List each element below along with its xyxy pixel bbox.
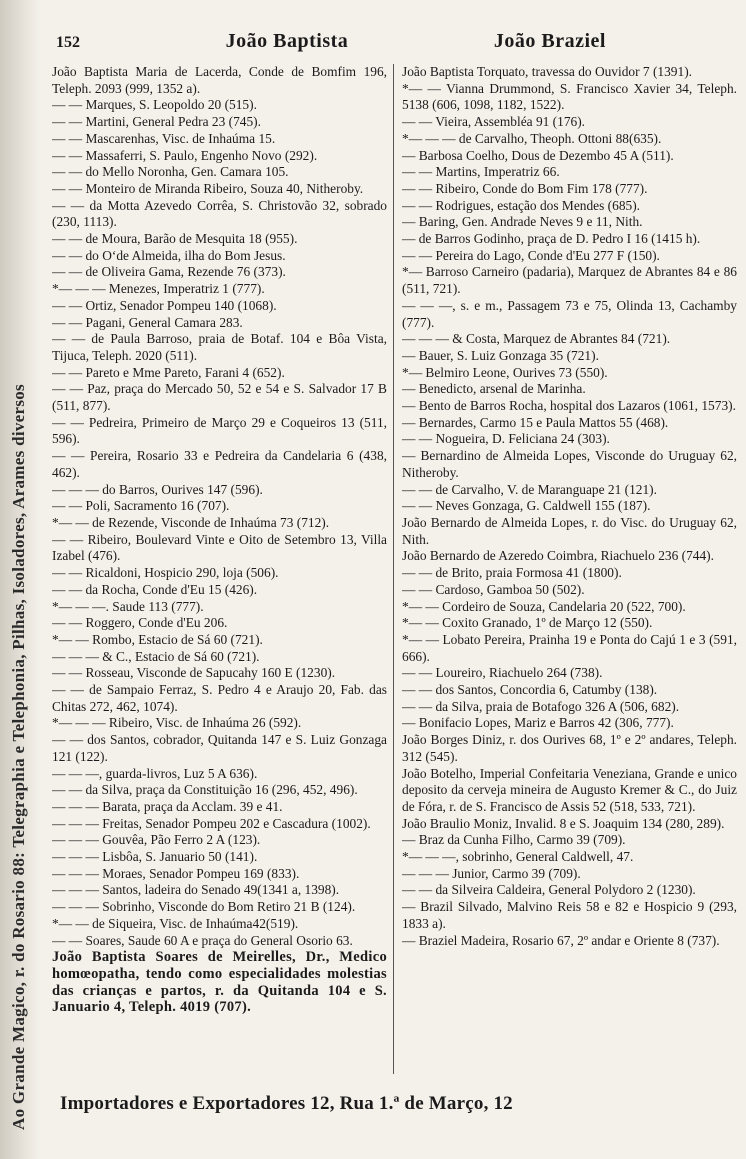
- directory-entry: — — — Sobrinho, Visconde do Bom Retiro 21 B (124).: [52, 899, 356, 915]
- directory-entry: — — Massaferri, S. Paulo, Engenho Novo (292).: [52, 147, 318, 163]
- directory-entry: *— — Vianna Drummond, S. Francisco Xavier 34, Teleph. 5138 (606, 1098, 1182, 1522).: [402, 80, 737, 113]
- directory-entry: — — da Silva, praça da Constituição 16 (296, 452, 496).: [52, 782, 358, 798]
- left-column: [52, 64, 394, 1074]
- directory-entry: — Braz da Cunha Filho, Carmo 39 (709).: [402, 832, 626, 848]
- directory-entry: — — Cardoso, Gamboa 50 (502).: [402, 581, 585, 597]
- directory-columns: [52, 64, 738, 1074]
- directory-entry: *— — — Menezes, Imperatriz 1 (777).: [52, 281, 265, 297]
- directory-entry: — — dos Santos, Concordia 6, Catumby (138).: [402, 682, 658, 698]
- directory-entry: — — de Oliveira Gama, Rezende 76 (373).: [52, 264, 286, 280]
- directory-entry: *— — Rombo, Estacio de Sá 60 (721).: [52, 631, 263, 647]
- directory-entry: — — — Lisbôa, S. Januario 50 (141).: [52, 849, 258, 865]
- directory-entry: *— — Cordeiro de Souza, Candelaria 20 (522, 700).: [402, 598, 686, 614]
- directory-entry: — — —, s. e m., Passagem 73 e 75, Olinda 13, Cachamby (777).: [402, 297, 737, 330]
- directory-entry: — — da Silva, praia de Botafogo 326 A (506, 682).: [402, 698, 680, 714]
- directory-entry: — — Pareto e Mme Pareto, Farani 4 (652).: [52, 364, 285, 380]
- directory-entry: — — Mascarenhas, Visc. de Inhaúma 15.: [52, 130, 276, 146]
- directory-entry: — — da Motta Azevedo Corrêa, S. Christovão 32, sobrado (230, 1113).: [52, 197, 387, 230]
- directory-entry: — Bento de Barros Rocha, hospital dos Lazaros (1061, 1573).: [402, 398, 736, 414]
- directory-entry: João Bernardo de Almeida Lopes, r. do Visc. do Uruguay 62, Nith.: [402, 514, 737, 547]
- directory-entry: — — Rosseau, Visconde de Sapucahy 160 E (1230).: [52, 665, 336, 681]
- directory-entry: — Bonifacio Lopes, Mariz e Barros 42 (306, 777).: [402, 715, 674, 731]
- directory-entry: João Baptista Torquato, travessa do Ouvidor 7 (1391).: [402, 64, 693, 79]
- directory-entry: — — Paz, praça do Mercado 50, 52 e 54 e S. Salvador 17 B (511, 877).: [52, 381, 387, 414]
- directory-entry: — — de Carvalho, V. de Maranguape 21 (121).: [402, 481, 657, 497]
- directory-entry: — — Roggero, Conde d'Eu 206.: [52, 615, 228, 631]
- directory-entry: — — — & C., Estacio de Sá 60 (721).: [52, 648, 260, 664]
- directory-entry: — Braziel Madeira, Rosario 67, 2º andar e Oriente 8 (737).: [402, 932, 720, 948]
- directory-entry: — — de Moura, Barão de Mesquita 18 (955).: [52, 231, 298, 247]
- directory-entry: *— — — Ribeiro, Visc. de Inhaúma 26 (592).: [52, 715, 302, 731]
- running-head-right: João Braziel: [493, 30, 606, 52]
- directory-entry: — — Marques, S. Leopoldo 20 (515).: [52, 97, 257, 113]
- directory-entry: — — — do Barros, Ourives 147 (596).: [52, 481, 263, 497]
- directory-entry: — — dos Santos, cobrador, Quitanda 147 e S. Luiz Gonzaga 121 (122).: [52, 732, 387, 764]
- directory-entry: — — Pereira, Rosario 33 e Pedreira da Candelaria 6 (438, 462).: [52, 448, 387, 480]
- directory-entry: — — Neves Gonzaga, G. Caldwell 155 (187).: [402, 498, 651, 514]
- directory-entry: — — Ricaldoni, Hospicio 290, loja (506).: [52, 565, 279, 581]
- directory-entry: — Baring, Gen. Andrade Neves 9 e 11, Nith.: [402, 214, 643, 230]
- directory-entry: João Baptista Soares de Meirelles, Dr., Medico homœopatha, tendo como especialidades molestias das crianças e partos, r. da Quitanda 104 e S. Januario 4, Teleph. 4019 (707).: [52, 949, 387, 1016]
- directory-entry: — — Rodrigues, estação dos Mendes (685).: [402, 197, 641, 213]
- page-header: [56, 30, 606, 56]
- directory-entry: — — de Paula Barroso, praia de Botaf. 104 e Bôa Vista, Tijuca, Teleph. 2020 (511).: [52, 331, 387, 363]
- directory-entry: *— — de Rezende, Visconde de Inhaúma 73 (712).: [52, 514, 330, 530]
- directory-entry: *— — Coxito Granado, 1º de Março 12 (550).: [402, 615, 653, 631]
- directory-entry: — — Ortiz, Senador Pompeu 140 (1068).: [52, 297, 277, 313]
- directory-entry: — Barbosa Coelho, Dous de Dezembo 45 A (511).: [402, 147, 674, 163]
- directory-entry: João Bernardo de Azeredo Coimbra, Riachuelo 236 (744).: [402, 548, 714, 564]
- side-advertisement: Ao Grande Magico, r. do Rosario 88: Telegraphia e Telephonia, Pilhas, Isoladores, Arames diversos: [9, 384, 28, 1130]
- directory-entry: — de Barros Godinho, praça de D. Pedro I 16 (1415 h).: [402, 231, 701, 247]
- directory-entry: João Botelho, Imperial Confeitaria Veneziana, Grande e unico deposito da cerveja mineira de Augusto Kremer & C., do Juiz de Fóra, r. de S. Francisco de Assis 52 (518, 533, 721).: [402, 765, 737, 814]
- directory-entry: — — de Brito, praia Formosa 41 (1800).: [402, 565, 622, 581]
- directory-entry: — — — Moraes, Senador Pompeu 169 (833).: [52, 865, 300, 881]
- directory-entry: — — Vieira, Assembléa 91 (176).: [402, 114, 586, 130]
- directory-entry: *— Barroso Carneiro (padaria), Marquez de Abrantes 84 e 86 (511, 721).: [402, 264, 737, 297]
- directory-entry: João Baptista Maria de Lacerda, Conde de Bomfim 196, Teleph. 2093 (999, 1352 a).: [52, 64, 387, 96]
- right-column: [394, 64, 737, 1074]
- directory-entry: — Bernardino de Almeida Lopes, Visconde do Uruguay 62, Nitheroby.: [402, 448, 737, 480]
- directory-entry: — Benedicto, arsenal de Marinha.: [402, 381, 586, 397]
- directory-entry: — — Martini, General Pedra 23 (745).: [52, 114, 261, 130]
- directory-entry: *— — de Siqueira, Visc. de Inhaúma42(519).: [52, 915, 299, 931]
- directory-entry: — — — Gouvêa, Pão Ferro 2 A (123).: [52, 832, 261, 848]
- directory-entry: — — —, guarda-livros, Luz 5 A 636).: [52, 765, 258, 781]
- directory-entry: — — Ribeiro, Boulevard Vinte e Oito de Setembro 13, Villa Izabel (476).: [52, 531, 387, 564]
- directory-entry: *— — — de Carvalho, Theoph. Ottoni 88(635).: [402, 130, 662, 146]
- directory-entry: — — — Freitas, Senador Pompeu 202 e Cascadura (1002).: [52, 815, 371, 831]
- directory-entry: João Braulio Moniz, Invalid. 8 e S. Joaquim 134 (280, 289).: [402, 815, 725, 831]
- directory-entry: — — Pedreira, Primeiro de Março 29 e Coqueiros 13 (511, 596).: [52, 414, 387, 447]
- directory-entry: — Brazil Silvado, Malvino Reis 58 e 82 e Hospicio 9 (293, 1833 a).: [402, 899, 737, 931]
- directory-entry: — Bernardes, Carmo 15 e Paula Mattos 55 (468).: [402, 414, 669, 430]
- directory-entry: — — — Barata, praça da Acclam. 39 e 41.: [52, 798, 283, 814]
- directory-entry: — — do Oʻde Almeida, ilha do Bom Jesus.: [52, 247, 286, 263]
- directory-entry: — — Martins, Imperatriz 66.: [402, 164, 560, 180]
- running-head-left: João Baptista: [225, 30, 349, 52]
- directory-entry: — — da Rocha, Conde d'Eu 15 (426).: [52, 581, 258, 597]
- directory-entry: — — Nogueira, D. Feliciana 24 (303).: [402, 431, 610, 447]
- directory-entry: — — Monteiro de Miranda Ribeiro, Souza 40, Nitheroby.: [52, 180, 364, 196]
- directory-entry: *— — Lobato Pereira, Prainha 19 e Ponta do Cajú 1 e 3 (591, 666).: [402, 631, 737, 664]
- directory-entry: — — — & Costa, Marquez de Abrantes 84 (721).: [402, 331, 671, 347]
- directory-entry: *— — —, sobrinho, General Caldwell, 47.: [402, 849, 634, 865]
- directory-entry: — — Soares, Saude 60 A e praça do General Osorio 63.: [52, 932, 353, 948]
- directory-entry: — — Ribeiro, Conde do Bom Fim 178 (777).: [402, 180, 648, 196]
- directory-entry: *— Belmiro Leone, Ourives 73 (550).: [402, 364, 608, 380]
- directory-entry: — — da Silveira Caldeira, General Polydoro 2 (1230).: [402, 882, 696, 898]
- directory-entry: João Borges Diniz, r. dos Ourives 68, 1º e 2º andares, Teleph. 312 (545).: [402, 732, 737, 764]
- directory-entry: — Bauer, S. Luiz Gonzaga 35 (721).: [402, 347, 599, 363]
- directory-entry: — — Pagani, General Camara 283.: [52, 314, 243, 330]
- directory-entry: — — — Junior, Carmo 39 (709).: [402, 865, 581, 881]
- directory-entry: — — Loureiro, Riachuelo 264 (738).: [402, 665, 603, 681]
- footer-advertisement: Importadores e Exportadores 12, Rua 1.ª de Março, 12: [60, 1093, 513, 1114]
- directory-entry: — — — Santos, ladeira do Senado 49(1341 a, 1398).: [52, 882, 340, 898]
- directory-entry: *— — —. Saude 113 (777).: [52, 598, 204, 614]
- directory-entry: — — do Mello Noronha, Gen. Camara 105.: [52, 164, 289, 180]
- page-number: 152: [56, 34, 80, 51]
- directory-entry: — — de Sampaio Ferraz, S. Pedro 4 e Araujo 20, Fab. das Chitas 272, 462, 1074).: [52, 682, 387, 714]
- directory-entry: — — Pereira do Lago, Conde d'Eu 277 F (150).: [402, 247, 660, 263]
- directory-entry: — — Poli, Sacramento 16 (707).: [52, 498, 230, 514]
